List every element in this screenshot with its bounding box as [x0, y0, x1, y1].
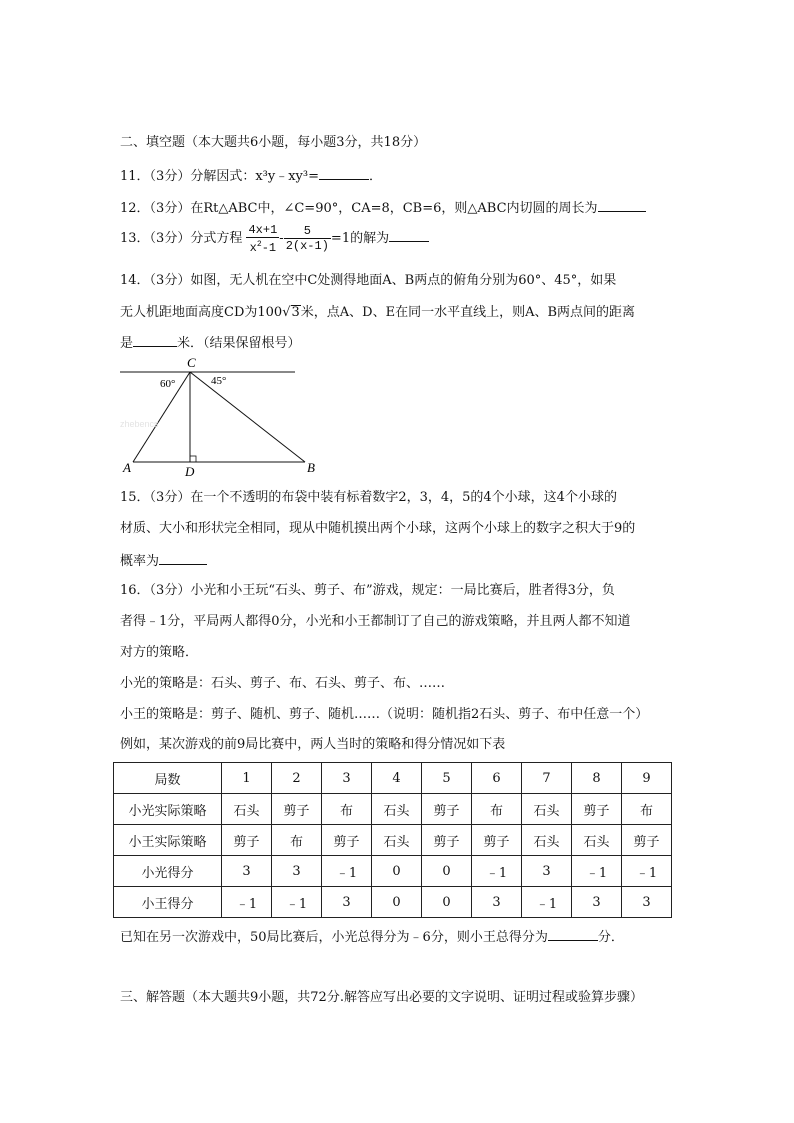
q15-answer-blank[interactable] [159, 552, 207, 565]
table-cell: 石头 [222, 794, 272, 825]
table-cell: 3 [222, 856, 272, 887]
table-cell: 石头 [572, 825, 622, 856]
q13-answer-blank[interactable] [389, 229, 429, 242]
question-15-line1 [120, 490, 617, 506]
q11-number: 11． [120, 169, 150, 184]
table-cell: 6 [472, 763, 522, 794]
table-cell: 3 [322, 887, 372, 918]
q14-line1: 如图，无人机在空中C处测得地面A、B两点的俯角分别为60°、45°，如果 [190, 273, 617, 288]
table-cell: 剪子 [622, 825, 672, 856]
q16-line5: 小王的策略是：剪子、随机、剪子、随机……（说明：随机指2石头、剪子、布中任意一个） [120, 707, 649, 722]
q14-points: （3分） [149, 273, 191, 288]
q15-line3: 概率为 [120, 554, 160, 569]
q16-line7-a: 已知在另一次游戏中，50局比赛后，小光总得分为﹣6分，则小王总得分为 [120, 930, 548, 945]
q12-text: 在Rt△ABC中，∠C=90°，CA=8，CB=6，则△ABC内切圆的周长为 [190, 201, 598, 216]
q11-answer-blank[interactable] [319, 167, 369, 180]
q16-line2: 者得﹣1分，平局两人都得0分，小光和小王都制订了自己的游戏策略，并且两人都不知道 [120, 614, 631, 629]
table-cell: 石头 [522, 794, 572, 825]
table-cell: 剪子 [272, 794, 322, 825]
q14-line3-b: 米．（结果保留根号） [177, 336, 301, 351]
table-row-label: 小王实际策略 [114, 825, 222, 856]
table-row [114, 856, 672, 887]
table-cell: 3 [472, 887, 522, 918]
q16-number: 16． [120, 583, 150, 598]
label-b: B [307, 460, 315, 475]
table-row [114, 825, 672, 856]
question-16-line7 [120, 928, 624, 946]
table-cell: 8 [572, 763, 622, 794]
table-cell: 0 [422, 887, 472, 918]
q14-height-root: 3 [291, 305, 300, 320]
q12-answer-blank[interactable] [598, 199, 646, 212]
q14-line2-a: 无人机距地面高度CD为 [120, 305, 258, 320]
table-cell: 布 [472, 794, 522, 825]
q13-number: 13． [120, 231, 150, 246]
table-cell: 剪子 [572, 794, 622, 825]
q11-end: ． [369, 169, 383, 184]
q13-minus: - [279, 231, 284, 246]
table-cell: 剪子 [222, 825, 272, 856]
q14-answer-blank[interactable] [133, 334, 177, 347]
table-cell: ﹣1 [472, 856, 522, 887]
q13-fraction-1 [246, 223, 279, 255]
q13-fraction-2 [284, 224, 331, 253]
q13-frac1-denominator: $x^2-1$ [249, 239, 277, 255]
table-cell: 4 [372, 763, 422, 794]
q16-points: （3分） [149, 583, 191, 598]
q14-figure [115, 352, 315, 479]
question-15-line3 [120, 552, 207, 570]
table-cell: 剪子 [422, 794, 472, 825]
q12-points: （3分） [149, 201, 191, 216]
question-14-line1 [120, 273, 616, 289]
q11-points: （3分） [149, 169, 191, 184]
table-cell: ﹣1 [272, 887, 322, 918]
table-cell: 3 [522, 856, 572, 887]
q16-line1: 小光和小王玩“石头、剪子、布”游戏，规定：一局比赛后，胜者得3分，负 [190, 583, 615, 598]
q16-line7-b: 分． [597, 930, 624, 945]
table-row [114, 887, 672, 918]
line-cb [190, 372, 305, 462]
table-cell: 5 [422, 763, 472, 794]
table-cell: ﹣1 [522, 887, 572, 918]
q15-line1: 在一个不透明的布袋中装有标着数字2，3，4，5的4个小球，这4个小球的 [190, 490, 617, 505]
q15-number: 15． [120, 490, 150, 505]
strategy-score-table [113, 762, 672, 918]
q16-line6: 例如，某次游戏的前9局比赛中，两人当时的策略和得分情况如下表 [120, 737, 506, 752]
label-c: C [187, 355, 196, 370]
table-cell: 布 [272, 825, 322, 856]
table-cell: 石头 [372, 825, 422, 856]
q16-line4: 小光的策略是：石头、剪子、布、石头、剪子、布、…… [120, 676, 446, 691]
table-cell: ﹣1 [572, 856, 622, 887]
table-cell: 0 [372, 887, 422, 918]
table-cell: 剪子 [472, 825, 522, 856]
table-cell: 布 [322, 794, 372, 825]
table-cell: 石头 [522, 825, 572, 856]
angle-45-label: 45° [211, 375, 227, 387]
question-16-line1 [120, 583, 615, 599]
q12-number: 12． [120, 201, 150, 216]
q13-points: （3分） [149, 231, 191, 246]
question-14-line2: 无人机距地面高度CD为100√3米，点A、D、E在同一水平直线上，则A、B两点间的距离 [120, 305, 636, 320]
q14-line3-a: 是 [120, 336, 134, 351]
table-cell: 布 [622, 794, 672, 825]
right-angle-mark [190, 456, 196, 462]
table-cell: 3 [322, 763, 372, 794]
table-cell: 7 [522, 763, 572, 794]
table-cell: 剪子 [322, 825, 372, 856]
table-cell: 9 [622, 763, 672, 794]
table-cell: ﹣1 [622, 856, 672, 887]
table-cell: 剪子 [422, 825, 472, 856]
question-11 [120, 167, 382, 185]
question-14-line3 [120, 334, 301, 352]
q15-points: （3分） [149, 490, 191, 505]
table-cell: 1 [222, 763, 272, 794]
q14-height-coef: 100 [257, 305, 283, 320]
table-cell: 0 [372, 856, 422, 887]
q13-frac2-numerator: 5 [284, 224, 331, 239]
q15-line2: 材质、大小和形状完全相同，现从中随机摸出两个小球，这两个小球上的数字之积大于9的 [120, 521, 636, 536]
label-d: D [185, 464, 195, 479]
table-cell: 3 [622, 887, 672, 918]
table-row-label: 小光实际策略 [114, 794, 222, 825]
q16-line3: 对方的策略． [120, 645, 199, 660]
angle-60-label: 60° [160, 378, 176, 390]
table-cell: ﹣1 [322, 856, 372, 887]
table-row [114, 794, 672, 825]
q13-frac2-denominator: 2(x-1) [285, 239, 329, 253]
label-a: A [123, 460, 131, 475]
q13-frac1-numerator: 4x+1 [248, 222, 278, 237]
table-cell: 2 [272, 763, 322, 794]
table-cell: 3 [572, 887, 622, 918]
table-row-label: 小王得分 [114, 887, 222, 918]
q13-prefix: 分式方程 [190, 231, 243, 246]
section3-title: 三、解答题（本大题共9小题，共72分.解答应写出必要的文字说明、证明过程或验算步骤） [120, 990, 643, 1005]
watermark: zhebencs [120, 419, 159, 429]
table-row-label: 小光得分 [114, 856, 222, 887]
q14-line2-b: 米，点A、D、E在同一水平直线上，则A、B两点间的距离 [300, 305, 636, 320]
table-cell: 石头 [372, 794, 422, 825]
question-13 [120, 221, 429, 257]
table-cell: 0 [422, 856, 472, 887]
table-row-label: 局数 [114, 763, 222, 794]
q16-answer-blank[interactable] [548, 928, 598, 941]
q14-number: 14． [120, 273, 150, 288]
table-cell: 3 [272, 856, 322, 887]
q13-suffix: =1的解为 [330, 231, 390, 246]
table-header-row [114, 763, 672, 794]
question-12 [120, 199, 646, 217]
section2-title: 二、填空题（本大题共6小题，每小题3分，共18分） [120, 135, 427, 150]
q11-text: 分解因式：x³y﹣xy³= [190, 169, 319, 184]
table-cell: ﹣1 [222, 887, 272, 918]
